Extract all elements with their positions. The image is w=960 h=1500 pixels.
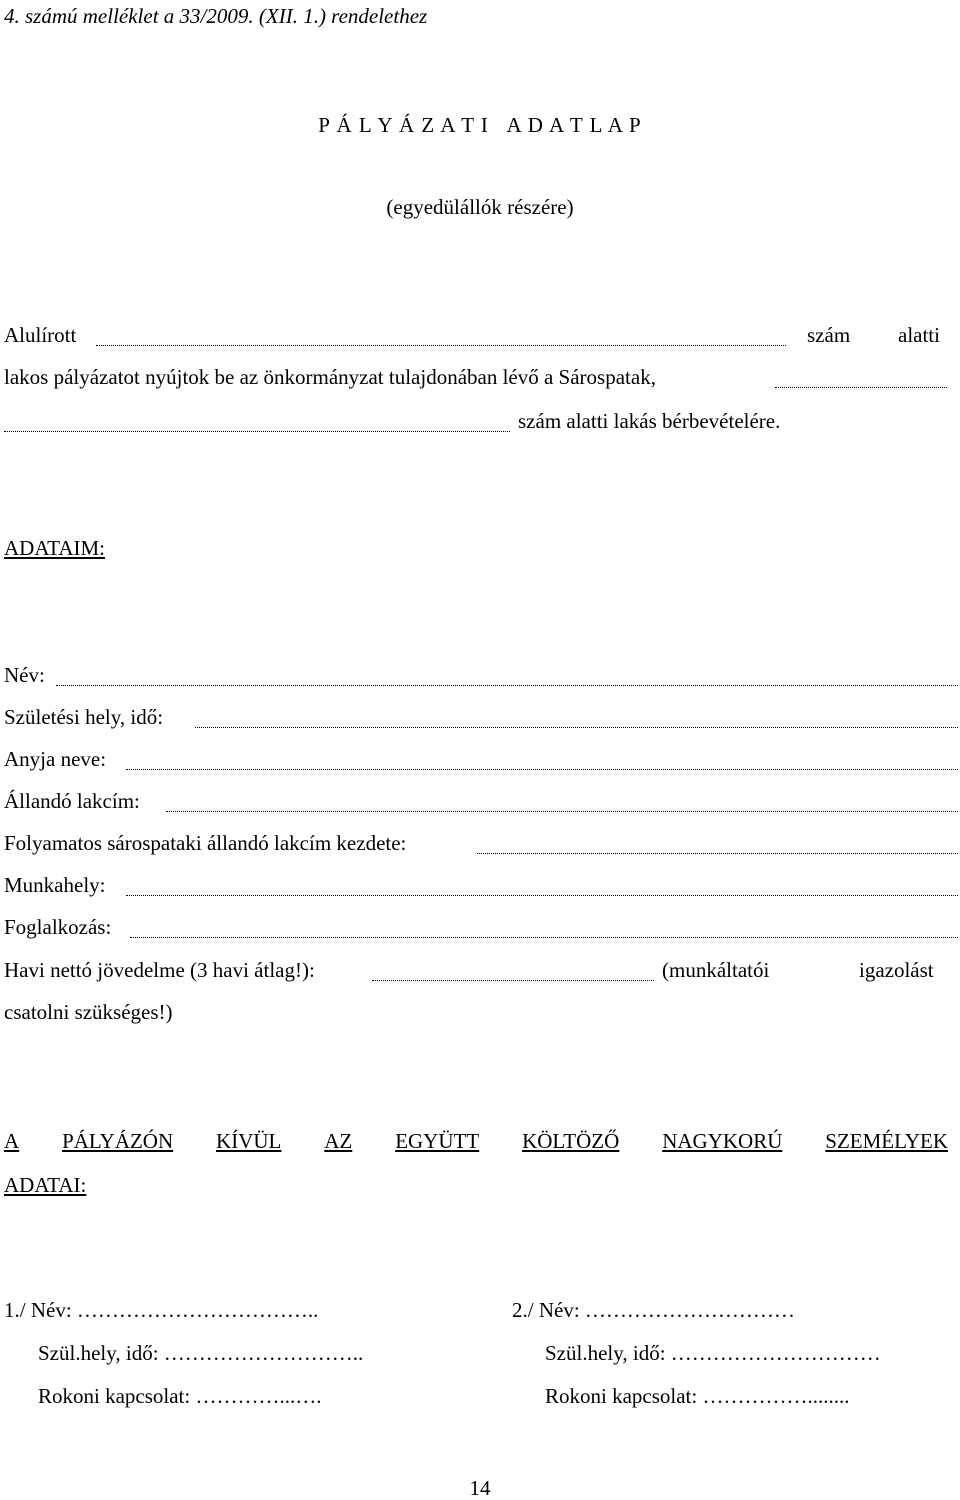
field-label-folyamatos: Folyamatos sárospataki állandó lakcím kezdete:	[4, 831, 407, 855]
page-number: 14	[469, 1476, 491, 1500]
form-title: P Á L Y Á Z A T I A D A T L A P	[318, 113, 642, 137]
street-blank-line[interactable]	[775, 387, 947, 388]
field-allando-line[interactable]	[166, 811, 958, 812]
field-label-foglalkozas: Foglalkozás:	[4, 915, 112, 939]
field-nev-line[interactable]	[56, 685, 958, 686]
field-label-szuletesi: Születési hely, idő:	[4, 705, 164, 729]
field-label-allando: Állandó lakcím:	[4, 789, 140, 813]
name-blank-line[interactable]	[96, 345, 786, 346]
person2-rokoni[interactable]: Rokoni kapcsolat: ……………........	[545, 1384, 850, 1408]
intro-line3: szám alatti lakás bérbevételére.	[518, 409, 781, 433]
egyutt-heading-word: A	[4, 1129, 20, 1153]
egyutt-heading-word: SZEMÉLYEK	[825, 1129, 948, 1153]
egyutt-heading-word: KÍVÜL	[216, 1129, 282, 1153]
field-label-anyja: Anyja neve:	[4, 747, 107, 771]
intro-line2: lakos pályázatot nyújtok be az önkormányzat tulajdonában lévő a Sárospatak,	[4, 365, 656, 389]
person1-rokoni[interactable]: Rokoni kapcsolat: …………...….	[38, 1384, 322, 1408]
field-label-havi: Havi nettó jövedelme (3 havi átlag!):	[4, 958, 315, 982]
egyutt-heading-word: PÁLYÁZÓN	[62, 1129, 174, 1153]
havi-note-3: csatolni szükséges!)	[4, 1000, 173, 1024]
field-anyja-line[interactable]	[126, 769, 958, 770]
field-label-munkahely: Munkahely:	[4, 873, 106, 897]
havi-note-1: (munkáltatói	[662, 958, 770, 982]
field-szuletesi-line[interactable]	[195, 727, 958, 728]
adataim-heading: ADATAIM:	[4, 536, 105, 560]
person1-szul[interactable]: Szül.hely, idő: ………………………..	[38, 1341, 364, 1365]
egyutt-heading-word: AZ	[324, 1129, 353, 1153]
field-munkahely-line[interactable]	[126, 895, 958, 896]
egyutt-heading-word: KÖLTÖZŐ	[522, 1129, 620, 1153]
field-folyamatos-line[interactable]	[477, 853, 958, 854]
person2-szul[interactable]: Szül.hely, idő: …………………………	[545, 1341, 881, 1365]
egyutt-heading-line2: ADATAI:	[4, 1173, 87, 1197]
egyutt-heading	[4, 1131, 948, 1152]
annex-header: 4. számú melléklet a 33/2009. (XII. 1.) rendelethez	[4, 4, 428, 28]
egyutt-heading-word: NAGYKORÚ	[662, 1129, 783, 1153]
form-subtitle: (egyedülállók részére)	[386, 195, 574, 219]
house-number-blank-line[interactable]	[4, 431, 510, 432]
field-foglalkozas-line[interactable]	[130, 937, 958, 938]
havi-note-2: igazolást	[859, 958, 934, 982]
field-havi-line[interactable]	[372, 980, 654, 981]
egyutt-heading-word: EGYÜTT	[395, 1129, 480, 1153]
person2-nev[interactable]: 2./ Név: …………………………	[512, 1298, 795, 1322]
intro-szam: szám	[807, 323, 851, 347]
intro-alatti: alatti	[898, 323, 940, 347]
person1-nev[interactable]: 1./ Név: ……………………………..	[4, 1298, 319, 1322]
intro-alulirott: Alulírott	[4, 323, 77, 347]
field-label-nev: Név:	[4, 663, 45, 687]
